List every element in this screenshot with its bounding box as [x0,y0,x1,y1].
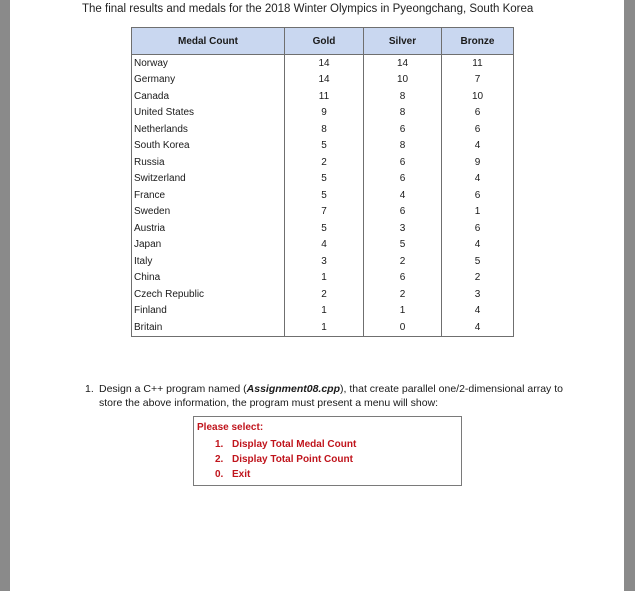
question-text-after: ), that create parallel one/2-dimensional array to store the above information, the program must present a menu will show: [99,383,563,409]
menu-option [215,452,356,467]
bronze-cell: 3 [442,286,514,303]
gold-cell: 2 [285,286,364,303]
silver-cell: 10 [364,72,442,89]
table-row [132,286,514,303]
silver-cell: 6 [364,121,442,138]
bronze-cell: 6 [442,187,514,204]
country-cell: France [132,187,285,204]
country-cell: Netherlands [132,121,285,138]
table-row [132,105,514,122]
bronze-cell: 4 [442,319,514,336]
silver-cell: 8 [364,105,442,122]
gold-cell: 5 [285,220,364,237]
silver-cell: 2 [364,286,442,303]
gold-cell: 7 [285,204,364,221]
silver-cell: 4 [364,187,442,204]
gold-cell: 1 [285,319,364,336]
table-row [132,253,514,270]
silver-cell: 3 [364,220,442,237]
gold-cell: 5 [285,187,364,204]
country-cell: Norway [132,55,285,72]
gold-cell: 9 [285,105,364,122]
table-row [132,204,514,221]
table-body [132,55,514,337]
country-cell: Switzerland [132,171,285,188]
column-header-silver: Silver [364,28,442,55]
country-cell: Russia [132,154,285,171]
gold-cell: 5 [285,171,364,188]
menu-option-label: Display Total Medal Count [232,439,357,450]
country-cell: Czech Republic [132,286,285,303]
question-text [99,382,585,410]
menu-option-number: 2. [215,454,224,465]
country-cell: Italy [132,253,285,270]
bronze-cell: 5 [442,253,514,270]
silver-cell: 6 [364,154,442,171]
silver-cell: 6 [364,171,442,188]
silver-cell: 1 [364,303,442,320]
country-cell: Austria [132,220,285,237]
question-text-before: Design a C++ program named ( [99,383,247,395]
gold-cell: 14 [285,55,364,72]
bronze-cell: 6 [442,105,514,122]
bronze-cell: 11 [442,55,514,72]
silver-cell: 8 [364,138,442,155]
silver-cell: 6 [364,204,442,221]
country-cell: Sweden [132,204,285,221]
table-row [132,237,514,254]
table-row [132,319,514,336]
table-row [132,187,514,204]
table-row [132,88,514,105]
column-header-gold: Gold [285,28,364,55]
document-heading: The final results and medals for the 2018 Winter Olympics in Pyeongchang, South Korea [82,3,534,15]
gold-cell: 14 [285,72,364,89]
bronze-cell: 4 [442,138,514,155]
menu-title: Please select: [197,422,264,433]
country-cell: Britain [132,319,285,336]
menu-option-number: 1. [215,439,224,450]
country-cell: Canada [132,88,285,105]
menu-options-list [215,437,356,482]
bronze-cell: 4 [442,237,514,254]
country-cell: Germany [132,72,285,89]
gold-cell: 11 [285,88,364,105]
question-number: 1. [85,383,94,395]
medal-table [131,27,514,337]
silver-cell: 14 [364,55,442,72]
country-cell: Finland [132,303,285,320]
silver-cell: 8 [364,88,442,105]
table-row [132,121,514,138]
table-row [132,220,514,237]
table-row [132,138,514,155]
country-cell: Japan [132,237,285,254]
gold-cell: 5 [285,138,364,155]
table-row [132,303,514,320]
bronze-cell: 2 [442,270,514,287]
gold-cell: 2 [285,154,364,171]
bronze-cell: 4 [442,303,514,320]
bronze-cell: 7 [442,72,514,89]
country-cell: China [132,270,285,287]
gold-cell: 4 [285,237,364,254]
table-header-row [132,28,514,55]
gold-cell: 1 [285,303,364,320]
bronze-cell: 9 [442,154,514,171]
silver-cell: 5 [364,237,442,254]
column-header-bronze: Bronze [442,28,514,55]
silver-cell: 6 [364,270,442,287]
menu-option-label: Exit [232,469,251,480]
country-cell: South Korea [132,138,285,155]
gold-cell: 1 [285,270,364,287]
bronze-cell: 1 [442,204,514,221]
table-row [132,270,514,287]
silver-cell: 0 [364,319,442,336]
gold-cell: 3 [285,253,364,270]
menu-sample-box [193,416,462,486]
menu-option [215,437,356,452]
silver-cell: 2 [364,253,442,270]
country-cell: United States [132,105,285,122]
bronze-cell: 6 [442,121,514,138]
bronze-cell: 6 [442,220,514,237]
table-row [132,55,514,72]
menu-option-label: Display Total Point Count [232,454,353,465]
gold-cell: 8 [285,121,364,138]
menu-option-number: 0. [215,469,224,480]
assignment-question [85,382,585,410]
bronze-cell: 4 [442,171,514,188]
table-row [132,72,514,89]
table-row [132,154,514,171]
table-row [132,171,514,188]
assignment-filename: Assignment08.cpp [246,383,341,395]
bronze-cell: 10 [442,88,514,105]
document-page [10,0,624,591]
column-header-medal-count: Medal Count [132,28,285,55]
menu-option [215,467,356,482]
